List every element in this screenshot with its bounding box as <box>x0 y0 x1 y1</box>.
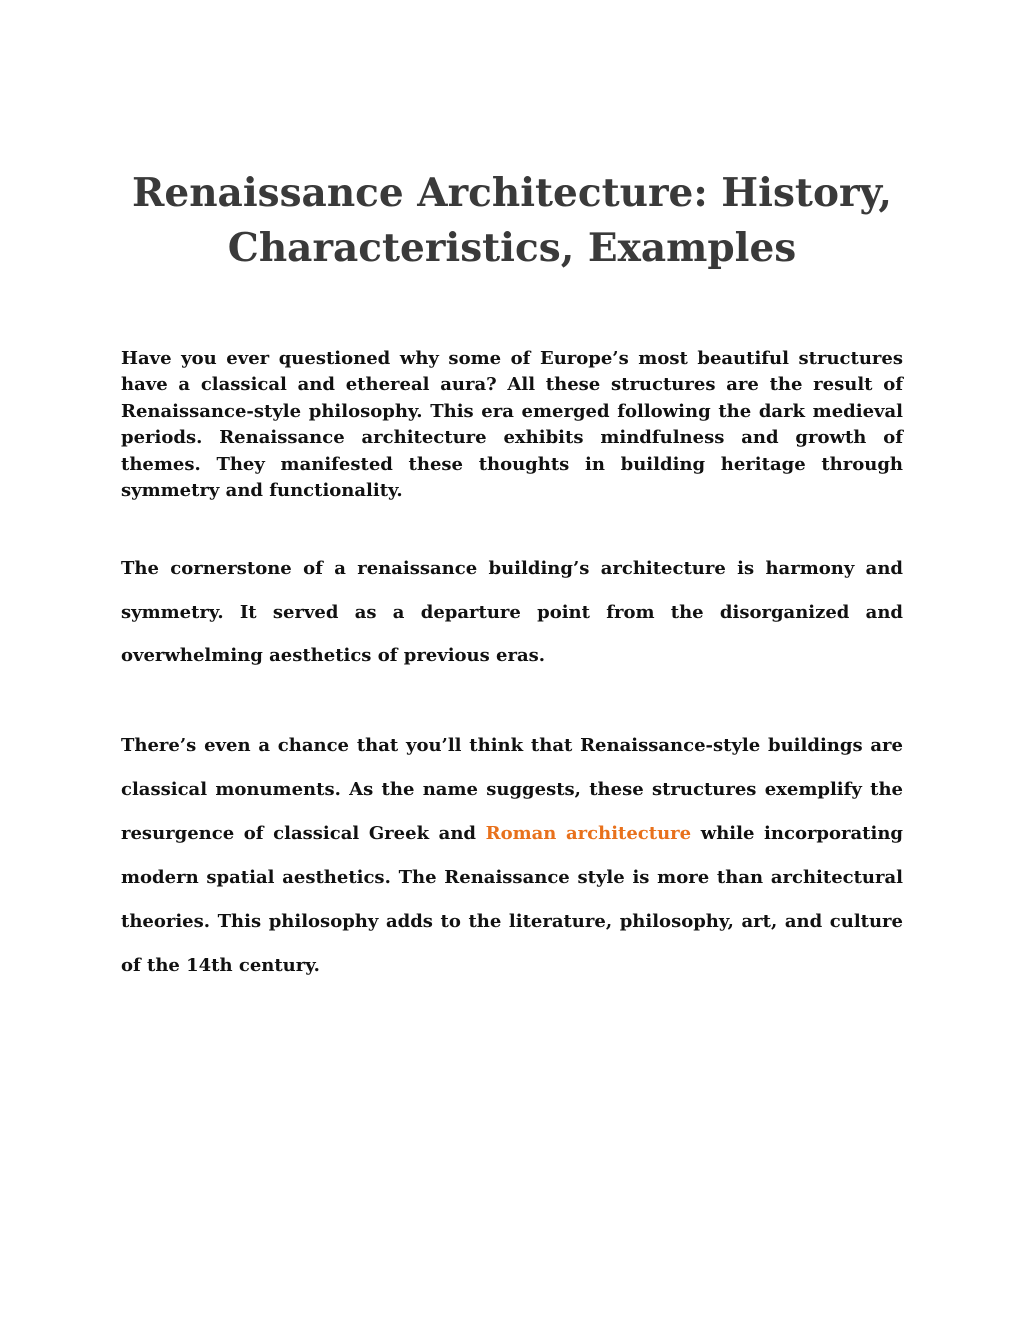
intro-paragraph: Have you ever questioned why some of Europe’s most beautiful structures have a classical and ethereal aura? All these structures are the result of Renaissance-style philosophy. This era emerged following the dark medieval periods. Renaissance architecture exhibits mindfulness and growth of themes. They manifested these thoughts in building heritage through symmetry and functionality. <box>121 348 903 502</box>
roman-architecture-link[interactable]: Roman architecture <box>485 823 692 844</box>
classical-monuments-paragraph <box>121 724 903 988</box>
paragraph3-text-after-link: while incorporating modern spatial aesthetics. The Renaissance style is more than architectural theories. This philosophy adds to the literature, philosophy, art, and culture of the 14th century. <box>121 823 903 976</box>
paragraph3-text-before-link: There’s even a chance that you’ll think that Renaissance-style buildings are classical monuments. As the name suggests, these structures exemplify the resurgence of classical Greek and <box>121 735 903 844</box>
page-title <box>100 166 924 276</box>
cornerstone-paragraph: The cornerstone of a renaissance building’s architecture is harmony and symmetry. It served as a departure point from the disorganized and overwhelming aesthetics of previous eras. <box>121 558 903 667</box>
title-line-2: Characteristics, Examples <box>227 225 797 271</box>
title-line-1: Renaissance Architecture: History, <box>131 170 893 216</box>
